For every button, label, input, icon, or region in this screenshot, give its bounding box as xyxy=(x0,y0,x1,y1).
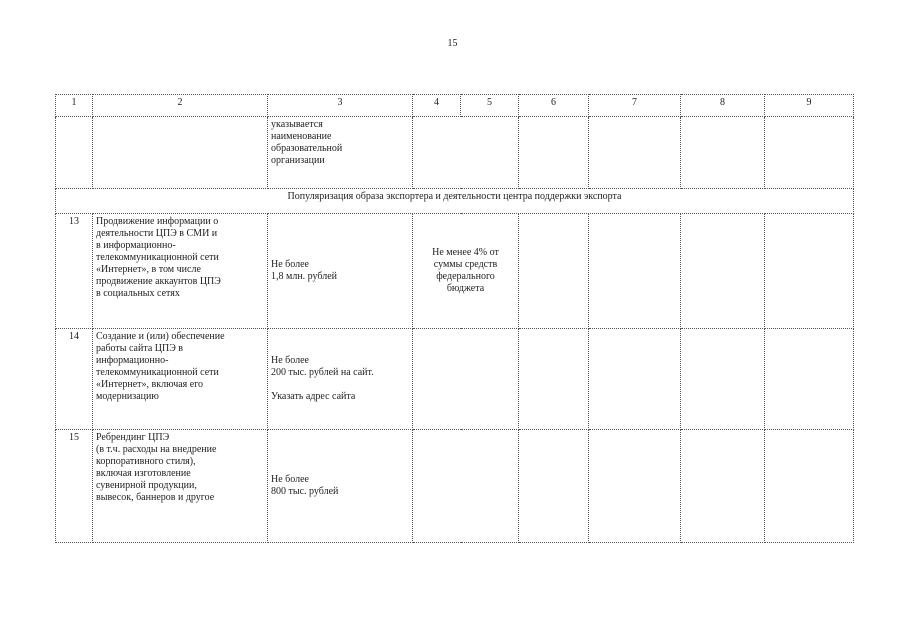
row-share xyxy=(413,214,519,329)
table-cell xyxy=(56,117,93,189)
section-row xyxy=(56,189,854,214)
table-cell xyxy=(589,430,681,543)
row-description xyxy=(93,430,268,543)
table-row xyxy=(56,117,854,189)
cell-text: вывесок, баннеров и другое xyxy=(96,492,215,503)
table-cell xyxy=(413,117,519,189)
row-number: 14 xyxy=(56,329,93,430)
cell-text: корпоративного стиля), xyxy=(96,456,196,467)
row-description xyxy=(93,214,268,329)
cell-text: Продвижение информации о xyxy=(96,216,219,227)
table-cell xyxy=(413,430,519,543)
cell-text: продвижение аккаунтов ЦПЭ xyxy=(96,276,221,287)
cell-text: указывается xyxy=(271,119,323,130)
header-cell: 2 xyxy=(93,95,268,117)
cell-text: сувенирной продукции, xyxy=(96,480,197,491)
header-cell: 4 xyxy=(413,95,461,117)
cell-text: деятельности ЦПЭ в СМИ и xyxy=(96,228,218,239)
cell-text: телекоммуникационной сети xyxy=(96,367,219,378)
table-row xyxy=(56,430,854,543)
cell-text: Не более xyxy=(271,474,309,485)
cell-text: работы сайта ЦПЭ в xyxy=(96,343,184,354)
table-cell xyxy=(681,329,765,430)
cell-text: бюджета xyxy=(446,283,485,294)
cell-text: Не менее 4% от xyxy=(432,247,499,258)
table-cell xyxy=(519,430,589,543)
row-number: 15 xyxy=(56,430,93,543)
table-cell xyxy=(519,214,589,329)
cell-text: «Интернет», в том числе xyxy=(96,264,201,275)
table-cell xyxy=(681,430,765,543)
cell-text: 200 тыс. рублей на сайт. xyxy=(271,367,374,378)
cell-text: Не более xyxy=(271,355,309,366)
table-cell xyxy=(589,329,681,430)
row-limit xyxy=(268,430,413,543)
cell-text: наименование xyxy=(271,131,332,142)
table-cell xyxy=(93,117,268,189)
table-cell xyxy=(268,117,413,189)
row-limit xyxy=(268,214,413,329)
table-cell xyxy=(589,214,681,329)
table-cell xyxy=(589,117,681,189)
table-cell xyxy=(519,329,589,430)
cell-text: телекоммуникационной сети xyxy=(96,252,219,263)
cell-text: 1,8 млн. рублей xyxy=(271,271,338,282)
cell-text: федерального xyxy=(436,271,495,282)
row-description xyxy=(93,329,268,430)
cell-text: Ребрендинг ЦПЭ xyxy=(96,432,170,443)
table-cell xyxy=(413,329,519,430)
header-cell: 7 xyxy=(589,95,681,117)
table-cell xyxy=(765,329,854,430)
header-cell: 5 xyxy=(461,95,519,117)
budget-table xyxy=(55,94,854,543)
header-cell: 1 xyxy=(56,95,93,117)
table-row xyxy=(56,329,854,430)
cell-text: в социальных сетях xyxy=(96,288,180,299)
cell-text: в информационно- xyxy=(96,240,176,251)
cell-text: модернизацию xyxy=(96,391,159,402)
cell-text: Не более xyxy=(271,259,309,270)
cell-text: информационно- xyxy=(96,355,169,366)
cell-text: Создание и (или) обеспечение xyxy=(96,331,225,342)
table-header-row xyxy=(56,95,854,117)
cell-text: (в т.ч. расходы на внедрение xyxy=(96,444,217,455)
cell-text: 800 тыс. рублей xyxy=(271,486,339,497)
header-cell: 6 xyxy=(519,95,589,117)
page-number: 15 xyxy=(447,38,458,49)
table-cell xyxy=(681,117,765,189)
cell-text: образовательной xyxy=(271,143,343,154)
cell-text: организации xyxy=(271,155,325,166)
cell-text: включая изготовление xyxy=(96,468,191,479)
header-cell: 8 xyxy=(681,95,765,117)
row-number: 13 xyxy=(56,214,93,329)
cell-text: Указать адрес сайта xyxy=(271,391,356,402)
table-row xyxy=(56,214,854,329)
row-limit xyxy=(268,329,413,430)
table-cell xyxy=(765,117,854,189)
header-cell: 3 xyxy=(268,95,413,117)
table-cell xyxy=(765,214,854,329)
cell-text: суммы средств xyxy=(433,259,498,270)
header-cell: 9 xyxy=(765,95,854,117)
table-cell xyxy=(765,430,854,543)
table-cell xyxy=(519,117,589,189)
section-title: Популяризация образа экспортера и деятельности центра поддержки экспорта xyxy=(56,189,854,214)
table-cell xyxy=(681,214,765,329)
cell-text: «Интернет», включая его xyxy=(96,379,204,390)
